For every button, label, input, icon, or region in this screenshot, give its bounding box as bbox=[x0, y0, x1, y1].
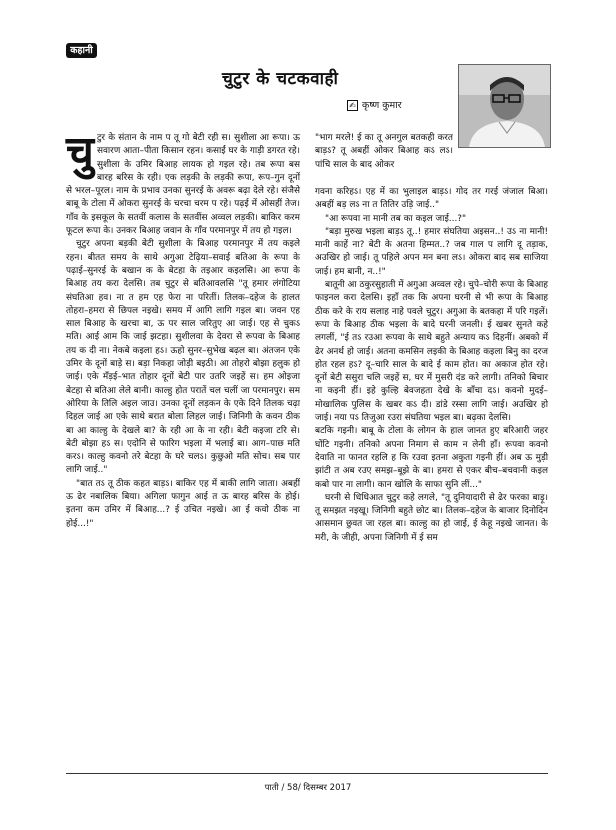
author-name: कृष्ण कुमार bbox=[362, 100, 402, 111]
paragraph: बटकि गइनी। बाबू के टोला के लोगन के हाल जानत हुए बरिआरी जहर घोंटि गइनी। तनिको अपना निमाग से काम न लेनी हाँ। रूपवा कवनो देवाति ना फानत रहलि ह कि रउवा इतना अकुता गइनी हीं। अब ऊ मुड़ी झांटी त अब रउए समझ–बूझे के बा। हमरा से एकर बीच–बचवानी कइल कबो पार ना लागी। कान खोलि के साफा सुनि लीं..." bbox=[315, 426, 548, 490]
pen-box-icon: ✍ bbox=[347, 100, 358, 111]
author-photo bbox=[458, 64, 551, 148]
paragraph: "बड़ा मुरुख भइला बाड़ऽ तू..! हमार संघतिया अइसन..! उऽ ना मानी! मानी काहें ना? बेटी के अतना हिम्मत..? जब गाल प लागि दू तड़ाक, अउखिर हो जाई। तू पहिले अपन मन बना लऽ। ओकरा बाद सब साजिया जाई। हम बानी, न..!" bbox=[315, 226, 548, 277]
footer-rule bbox=[66, 773, 548, 774]
right-column-top bbox=[315, 132, 453, 172]
paragraph: बातूनी आ ठकुरसुहाती में अगुआ अव्वल रहे। चुपे–चोरी रूपा के बिआह फाइनल करा देलसि। इहाँ तक कि अपना घरनी से भी रूपा के बिआह ठीक करे के राय सलाह नाहे पवले चुटुर। अगुआ के बतकहा में परि गइलें। रूपा के बिआह ठीक भइला के बादे घरनी जनली। ई खबर सुनते कहे लगलीं, "ई तऽ रउआ रूपवा के साथे बहुते अन्याय कऽ दिहनीं। अबको में ढेर अनर्थ हो जाई। अतना कमसिन लइकी के बिआह कइला बिनु का दरज होत रहल हऽ? दू–चारि साल के बादे ई काम होत। का अकाज होत रहे। दूनों बेटी ससुरा चलि जइहें स, घर में मुसरी दंड करे लागी। तनिको बिचार ना कइनी हीं। इहे कुल्हि बेवजहता देखे के बाँचा दऽ। कवनो मुदई–मोखालिक पुलिस के खबर कऽ दी। डांडे रस्सा लागि जाई। अउखिर हो जाई। नया पऽ तिजुआ रउरा संघतिया भइल बा। बढ़का देलसि। bbox=[315, 280, 548, 424]
section-tag: कहानी bbox=[66, 43, 97, 58]
page-footer: पाती / 58/ दिसम्बर 2017 bbox=[264, 783, 352, 793]
paragraph: "आ रूपवा ना मानी तब का कइल जाई...?" bbox=[325, 213, 467, 224]
paragraph: चुटुर अपना बड़की बेटी सुशीला के बिआह परमानपुर में तय कइले रहन। बीतत समय के साथे अगुआ टेढ़िया–सवाई बतिआ के रूपा के पढ़ाई–सुनरई के बखान क के बेटहा के तइआर कइलसि। आ रूपा के बिआह तय करा देलसि। तब चुटुर से बतिआवलसि "तू हमार लंगोटिया संघतिआ हव। ना त हम एह फेरा ना परितीं। तिलक–दहेज के हालत तोहरा–हमरा से छिपल नइखे। समय में आगि लागि गइल बा। जवन एह साल बिआह के खरचा बा, ऊ पर साल जरितुए आ जाई। एह से चुकऽ मति। आई आम कि जाई झटहा। सुशीलवा के देवरा से रूपवा के बिआह तय क दी ना। नेकबे कइला हऽ। ऊहो सुनर–सुभेख बढ़ल बा। अंतजन एके उमिर के दूनों बाड़े स। बड़ा निकहा जोड़ी बइठी। आ तोहरो बोझा हलुक हो जाई। एके मँड़ई–भात तोहार दूनों बेटी पार उतरि जइहें स। हम ओइजा बेटहा से बतिआ लेले बानी। काल्हु होत परातें चल चलीं जा परमानपुर। सम ओरिया के तिलि अइल जाउ। उनका दूनों लड़कन के एके दिने तिलक चढ़ा दिहल जाई आ एके साथे बरात बोला लिहल जाई। जिनिगी के कवन ठीक बा आ काल्हु के देखले बा? के रही आ के ना रही। बेटी कइजा टरि से। बेटी बोझा हऽ स। एदोनि से फारिग भइला में भलाई बा। आग–पाछ मति करऽ। काल्हु कवनो तरे बेटहा के घरे चलऽ। कुछुओ मति सोच। सब पार लागि जाई.." bbox=[66, 239, 300, 476]
author-byline bbox=[347, 98, 402, 111]
paragraph: घरनी से धिधिआत चुटुर कहे लगले, "तू दुनियादारी से ढेर फरका बाड़ू। तू समझत नइखू। जिनिगी बहुते छोट बा। तिलक–दहेज के बाजार दिनोदिन आसमान छुवत जा रहल बा। काल्हु का हो जाई, ई केहू नइखे जानत। के मरी, के जीही, अपना जिनिगी में ई सम bbox=[315, 492, 548, 543]
drop-cap: चु bbox=[66, 127, 94, 178]
left-column bbox=[66, 127, 300, 531]
paragraph: "बात तऽ तू ठीक कहत बाड़ऽ। बाकिर एह में बाकी लागि जाता। अबहीं ऊ ढेर नबालिक बिया। अगिला फागुन आई त ऊ बारह बरिस के होई। इतना कम उमिर में बिआह...? ई उचित नइखे। आ ई कवो ठीक ना होई...!" bbox=[66, 478, 300, 529]
story-title: चुटुर के चटकवाही bbox=[222, 69, 339, 89]
paragraph: गवना करिहऽ। एह में का भुलाइल बाड़ऽ। गोद तर गरई जंजाल बिआ। अबहीं बड़ लऽ ना त तितिर उड़ि जाई.." bbox=[315, 187, 548, 211]
paragraph: "भाग मरले! ई का तू अनगुल बतकही करत बाड़ऽ? तू अबहीं ओकर बिआह कऽ लऽ। पांचि साल के बाद ओकर bbox=[315, 133, 453, 170]
right-column bbox=[315, 186, 548, 545]
paragraph: चुटुर के संतान के नाम प तू गो बेटी रही स। सुशीला आ रूपा। ऊ सवारण आता–पीता किसान रहन। कसाईं घर के गाड़ी डगरत रहे। सुशीला के उमिर बिआह लायक हो गइल रहे। तब रूपा बस बारह बरिस के रही। एक लड़की के लड़की रूपा, रूप–गुन दूनों से भरल–पूरल। नाम के प्रभाव उनका सुनरई के अवरू बढ़ा देले रहे। संजैसे बाबू के टोला में ओकरा सुनरई के चरचा चरम प रहे। पढ़ई में ओसहीं तेज। गाँव के इसकूल के सतवीं कलास के सतवींस अव्वल लड़की। बाकिर करम फूटल रूपा के। उनकर बिआह जवान के गाँव परमानपुर में तय हो गइल। bbox=[66, 127, 300, 237]
